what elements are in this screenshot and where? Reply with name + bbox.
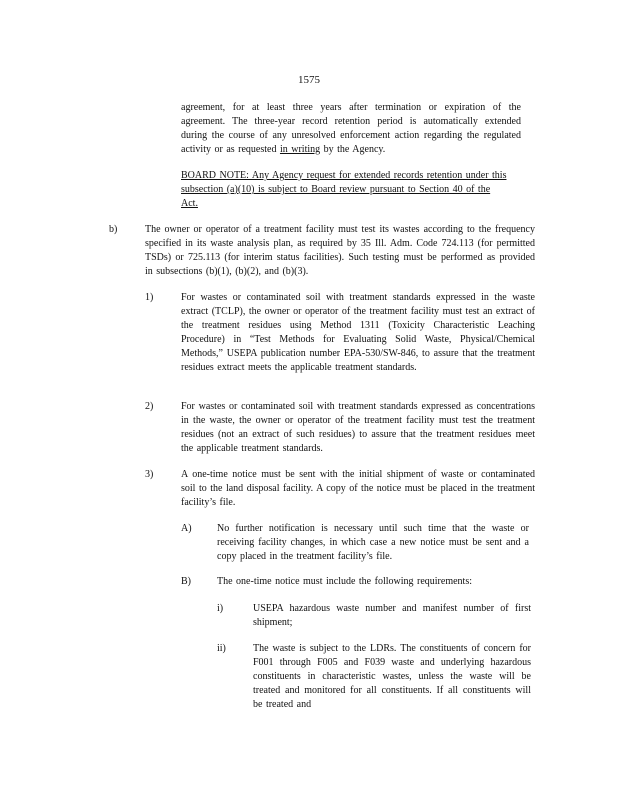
continuation-paragraph bbox=[181, 101, 521, 157]
subitem-b-label: B) bbox=[181, 576, 191, 587]
continuation-text: agreement, for at least three years after termination or expiration of the agreement. The three-year record retention period is automatically extended during the course of any unresolved enforcement action regarding the regulated activity or as requested bbox=[181, 102, 521, 155]
continuation-text-end: by the Agency. bbox=[320, 143, 386, 155]
subitem-a-label: A) bbox=[181, 523, 192, 534]
subsubitem-i-text: USEPA hazardous waste number and manifest number of first shipment; bbox=[253, 603, 531, 628]
subitem-a-text: No further notification is necessary until such time that the waste or receiving facility changes, in which case a new notice must be sent and a copy placed in the treatment facility’s file. bbox=[217, 523, 529, 562]
item-2-text: For wastes or contaminated soil with treatment standards expressed as concentrations in the waste, the owner or operator of the treatment facility must test the treatment residues (not an extract of such residues) to assure that the treatment residues meet the applicable treatment standards. bbox=[181, 401, 535, 454]
subitem-b-text: The one-time notice must include the following requirements: bbox=[217, 576, 472, 587]
underlined-phrase: in writing bbox=[279, 143, 321, 155]
item-3-label: 3) bbox=[145, 469, 154, 480]
section-b-label: b) bbox=[109, 224, 118, 235]
subsubitem-ii-text: The waste is subject to the LDRs. The constituents of concern for F001 through F005 and F039 waste and underlying hazardous constituents in characteristic wastes, unless the waste will be treated and monitored for all constituents. If all constituents will be treated and bbox=[253, 643, 531, 710]
item-1-text: For wastes or contaminated soil with treatment standards expressed in the waste extract (TCLP), the owner or operator of the treatment facility must test an extract of the treatment residues using Method 1311 (Toxicity Characteristic Leaching Procedure) in “Test Methods for Evaluating Solid Waste, Physical/Chemical Methods,” USEPA publication number EPA-530/SW-846, to assure that the treatment residues extract meets the applicable treatment standards. bbox=[181, 292, 535, 373]
board-note: BOARD NOTE: Any Agency request for extended records retention under this subsection (a)(10) is subject to Board review pursuant to Section 40 of the Act. bbox=[181, 170, 507, 209]
page-number: 1575 bbox=[298, 74, 320, 86]
item-1-label: 1) bbox=[145, 292, 154, 303]
section-b-text: The owner or operator of a treatment facility must test its wastes according to the frequency specified in its waste analysis plan, as required by 35 Ill. Adm. Code 724.113 (for permitted TSDs) or 725.113 (for interim status facilities). Such testing must be performed as provided in subsections (b)(1), (b)(2), and (b)(3). bbox=[145, 224, 535, 277]
item-2-label: 2) bbox=[145, 401, 154, 412]
subsubitem-i-label: i) bbox=[217, 603, 224, 614]
item-3-text: A one-time notice must be sent with the initial shipment of waste or contaminated soil to the land disposal facility. A copy of the notice must be placed in the treatment facility’s file. bbox=[181, 469, 535, 508]
subsubitem-ii-label: ii) bbox=[217, 643, 226, 654]
